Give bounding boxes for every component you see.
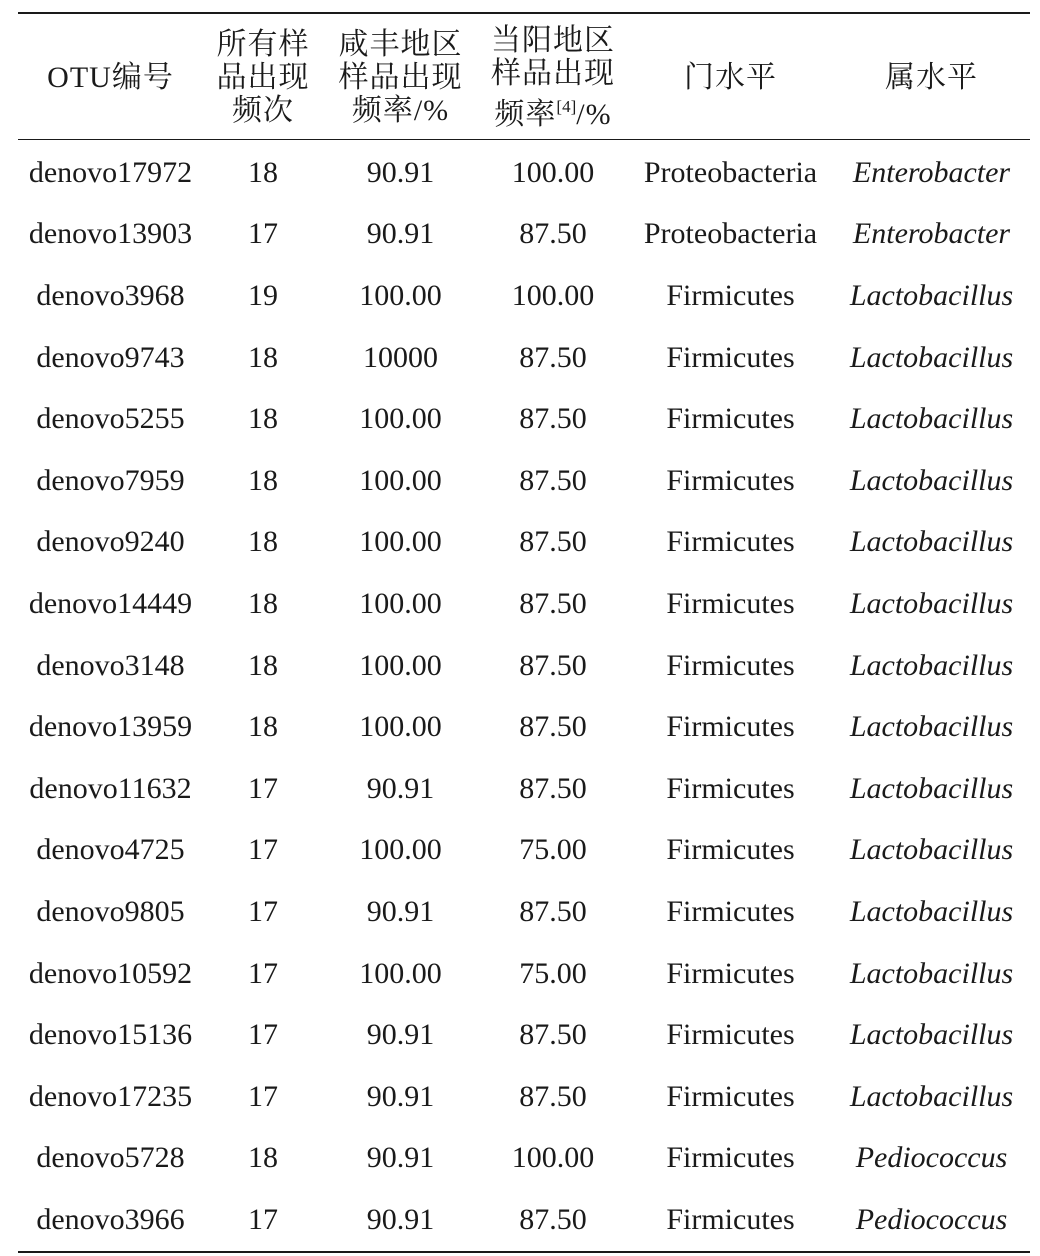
cell-total-frequency: 17 [248, 1202, 278, 1236]
cell-dangyang-frequency: 87.50 [519, 1202, 587, 1236]
cell-otu-id: denovo17235 [28, 1079, 193, 1113]
cell-otu-id: denovo11632 [29, 771, 192, 805]
table-row [18, 573, 1030, 635]
cell-genus: Enterobacter [852, 217, 1011, 251]
table-row [18, 820, 1030, 882]
table-body [18, 140, 1030, 1252]
table-row [18, 140, 1030, 204]
cell-otu-id: denovo9240 [36, 525, 185, 559]
cell-dangyang-frequency: 87.50 [519, 710, 587, 744]
header-xianfeng-frequency: 咸丰地区 样品出现 频率/% [338, 28, 463, 127]
cell-genus: Lactobacillus [849, 956, 1014, 990]
cell-dangyang-frequency: 75.00 [519, 833, 587, 867]
cell-otu-id: denovo3966 [36, 1202, 185, 1236]
cell-phylum: Firmicutes [666, 340, 795, 374]
cell-phylum: Firmicutes [666, 1018, 795, 1052]
cell-otu-id: denovo3968 [36, 278, 185, 312]
cell-xianfeng-frequency: 90.91 [366, 155, 435, 189]
cell-xianfeng-frequency: 100.00 [359, 833, 442, 867]
cell-total-frequency: 18 [248, 710, 278, 744]
cell-dangyang-frequency: 87.50 [519, 217, 587, 251]
cell-xianfeng-frequency: 100.00 [359, 710, 442, 744]
cell-xianfeng-frequency: 100.00 [359, 402, 442, 436]
cell-total-frequency: 17 [248, 833, 278, 867]
cell-dangyang-frequency: 87.50 [519, 402, 587, 436]
cell-phylum: Firmicutes [666, 1141, 795, 1175]
cell-phylum: Firmicutes [666, 463, 795, 497]
cell-otu-id: denovo13959 [28, 710, 193, 744]
table-row [18, 388, 1030, 450]
header-dangyang-unit: /% [576, 98, 612, 131]
cell-xianfeng-frequency: 100.00 [359, 956, 442, 990]
cell-otu-id: denovo9743 [36, 340, 185, 374]
cell-phylum: Firmicutes [666, 402, 795, 436]
cell-total-frequency: 18 [248, 402, 278, 436]
cell-phylum: Firmicutes [666, 278, 795, 312]
cell-total-frequency: 17 [248, 894, 278, 928]
cell-otu-id: denovo7959 [36, 463, 185, 497]
cell-total-frequency: 18 [248, 463, 278, 497]
cell-xianfeng-frequency: 100.00 [359, 525, 442, 559]
cell-total-frequency: 18 [248, 648, 278, 682]
cell-otu-id: denovo4725 [36, 833, 185, 867]
header-genus: 属水平 [885, 61, 978, 94]
header-otu-id: OTU编号 [47, 61, 174, 94]
cell-xianfeng-frequency: 90.91 [366, 1079, 435, 1113]
citation-superscript: [4] [556, 97, 577, 116]
cell-total-frequency: 17 [248, 1079, 278, 1113]
cell-otu-id: denovo10592 [28, 956, 193, 990]
cell-phylum: Firmicutes [666, 525, 795, 559]
cell-genus: Lactobacillus [849, 463, 1014, 497]
table-row [18, 881, 1030, 943]
table-row [18, 1189, 1030, 1252]
table-row [18, 1004, 1030, 1066]
cell-genus: Lactobacillus [849, 525, 1014, 559]
cell-phylum: Firmicutes [666, 833, 795, 867]
cell-dangyang-frequency: 100.00 [511, 155, 595, 189]
cell-otu-id: denovo9805 [36, 894, 185, 928]
cell-otu-id: denovo17972 [28, 155, 193, 189]
cell-total-frequency: 18 [248, 586, 278, 620]
cell-phylum: Firmicutes [666, 648, 795, 682]
cell-xianfeng-frequency: 90.91 [366, 894, 435, 928]
cell-otu-id: denovo5255 [36, 402, 185, 436]
header-dangyang-text: 当阳地区 样品出现 频率 [491, 24, 615, 131]
cell-xianfeng-frequency: 100.00 [359, 648, 442, 682]
cell-genus: Pediococcus [855, 1141, 1008, 1175]
cell-genus: Lactobacillus [849, 1018, 1014, 1052]
cell-dangyang-frequency: 87.50 [519, 1079, 587, 1113]
cell-dangyang-frequency: 100.00 [511, 1141, 595, 1175]
header-dangyang-frequency [478, 13, 628, 140]
cell-phylum: Firmicutes [666, 710, 795, 744]
cell-otu-id: denovo3148 [36, 648, 185, 682]
table-row [18, 327, 1030, 389]
table-row [18, 635, 1030, 697]
cell-total-frequency: 17 [248, 217, 278, 251]
cell-dangyang-frequency: 87.50 [519, 586, 587, 620]
cell-phylum: Firmicutes [666, 1202, 795, 1236]
cell-genus: Lactobacillus [849, 833, 1014, 867]
cell-total-frequency: 18 [248, 1141, 278, 1175]
table-row [18, 265, 1030, 327]
cell-dangyang-frequency: 87.50 [519, 463, 587, 497]
cell-xianfeng-frequency: 90.91 [366, 1018, 435, 1052]
cell-otu-id: denovo13903 [28, 217, 193, 251]
cell-genus: Lactobacillus [849, 1079, 1014, 1113]
cell-xianfeng-frequency: 100.00 [359, 586, 442, 620]
header-phylum: 门水平 [684, 61, 777, 94]
cell-genus: Lactobacillus [849, 648, 1014, 682]
cell-genus: Enterobacter [852, 155, 1011, 189]
otu-table-container [18, 12, 1030, 1253]
cell-total-frequency: 19 [248, 278, 278, 312]
cell-genus: Lactobacillus [849, 402, 1014, 436]
header-total-frequency: 所有样 品出现 频次 [216, 28, 310, 127]
cell-phylum: Proteobacteria [643, 217, 818, 251]
cell-total-frequency: 17 [248, 771, 278, 805]
cell-otu-id: denovo15136 [28, 1018, 193, 1052]
cell-total-frequency: 18 [248, 525, 278, 559]
cell-genus: Lactobacillus [849, 894, 1014, 928]
cell-total-frequency: 18 [248, 340, 278, 374]
table-row [18, 943, 1030, 1005]
otu-table [18, 12, 1030, 1253]
cell-phylum: Firmicutes [666, 1079, 795, 1113]
cell-otu-id: denovo14449 [28, 586, 193, 620]
cell-dangyang-frequency: 100.00 [511, 278, 595, 312]
cell-total-frequency: 18 [248, 155, 278, 189]
cell-xianfeng-frequency: 90.91 [366, 1202, 435, 1236]
table-row [18, 450, 1030, 512]
table-row [18, 1066, 1030, 1128]
cell-xianfeng-frequency: 90.91 [366, 1141, 435, 1175]
cell-genus: Lactobacillus [849, 340, 1014, 374]
cell-dangyang-frequency: 87.50 [519, 894, 587, 928]
table-row [18, 204, 1030, 266]
cell-phylum: Firmicutes [666, 956, 795, 990]
cell-xianfeng-frequency: 90.91 [366, 771, 435, 805]
cell-total-frequency: 17 [248, 956, 278, 990]
cell-genus: Lactobacillus [849, 586, 1014, 620]
cell-genus: Lactobacillus [849, 278, 1014, 312]
cell-dangyang-frequency: 87.50 [519, 771, 587, 805]
cell-dangyang-frequency: 87.50 [519, 340, 587, 374]
cell-total-frequency: 17 [248, 1018, 278, 1052]
cell-otu-id: denovo5728 [36, 1141, 185, 1175]
table-header [18, 13, 1030, 140]
table-row [18, 1128, 1030, 1190]
table-row [18, 696, 1030, 758]
cell-genus: Lactobacillus [849, 771, 1014, 805]
cell-dangyang-frequency: 75.00 [519, 956, 587, 990]
cell-phylum: Proteobacteria [643, 155, 818, 189]
cell-phylum: Firmicutes [666, 771, 795, 805]
cell-dangyang-frequency: 87.50 [519, 648, 587, 682]
table-row [18, 758, 1030, 820]
cell-xianfeng-frequency: 90.91 [366, 217, 435, 251]
cell-genus: Lactobacillus [849, 710, 1014, 744]
cell-xianfeng-frequency: 100.00 [359, 463, 442, 497]
header-row [18, 13, 1030, 140]
cell-dangyang-frequency: 87.50 [519, 1018, 587, 1052]
cell-xianfeng-frequency: 100.00 [359, 278, 442, 312]
cell-phylum: Firmicutes [666, 894, 795, 928]
cell-phylum: Firmicutes [666, 586, 795, 620]
cell-dangyang-frequency: 87.50 [519, 525, 587, 559]
cell-genus: Pediococcus [855, 1202, 1008, 1236]
table-row [18, 512, 1030, 574]
cell-xianfeng-frequency: 10000 [363, 340, 438, 374]
